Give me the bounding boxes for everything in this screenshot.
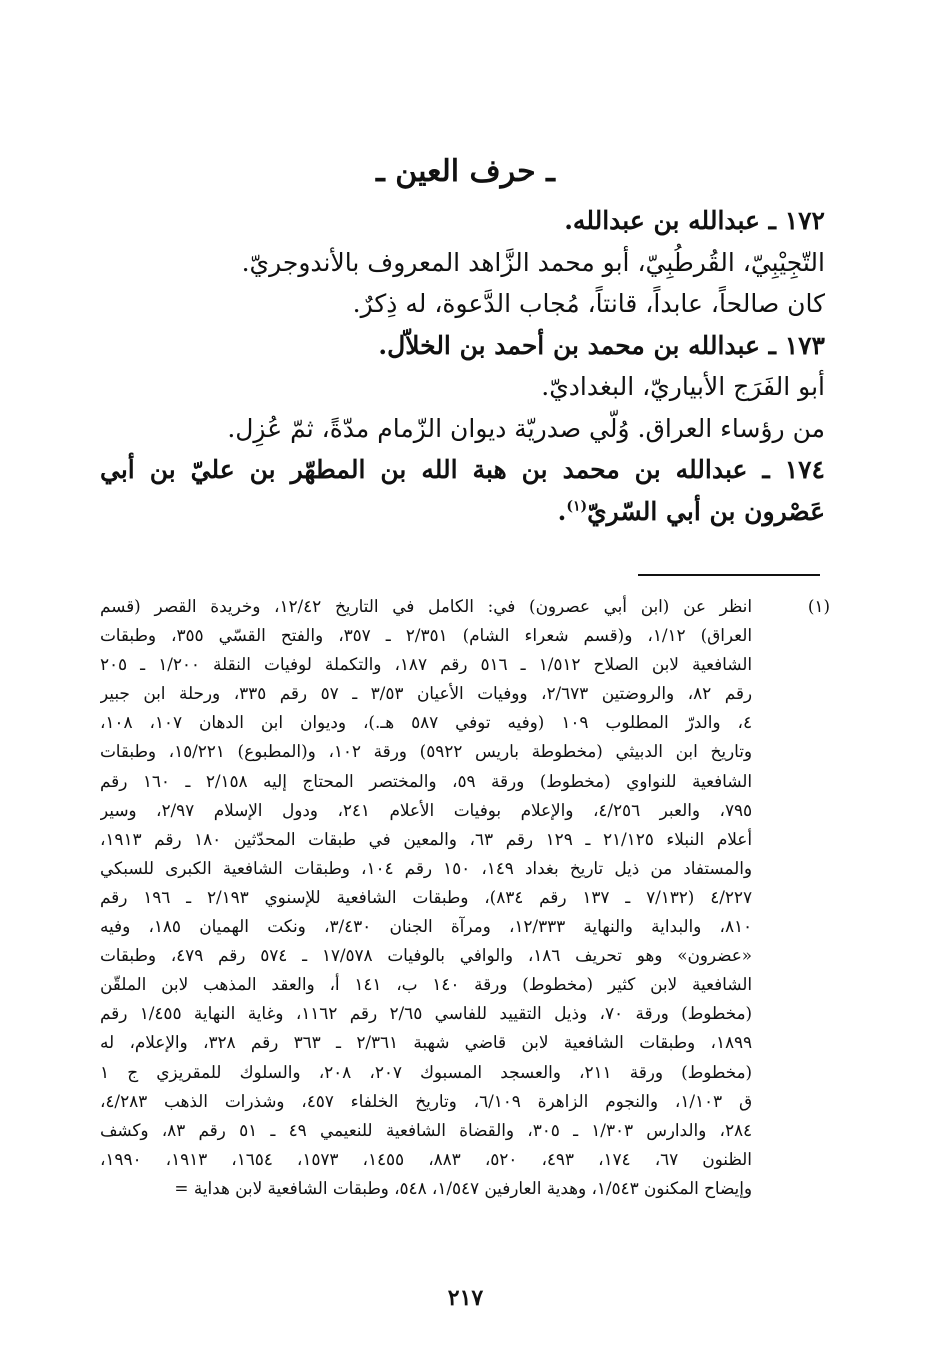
footnote-line: ٨١٠، والبداية والنهاية ١٢/٣٣٣، ومرآة الجنان ٣/٤٣٠، ونكت الهميان ١٨٥، وفيه <box>100 916 752 937</box>
entry-174-title-text: عَصْرون بن أبي السّريّ <box>587 496 825 526</box>
footnote-line: الشافعية للنواوي (مخطوط) ورقة ٥٩، والمختصر المحتاج إليه ٢/١٥٨ ـ ١٦٠ رقم <box>100 770 752 791</box>
footnote-line: ٧٩٥، والعبر ٤/٢٥٦، والإعلام بوفيات الأعلام ٢٤١، ودول الإسلام ٢/٩٧، وسير <box>100 799 752 820</box>
footnote-line: وإيضاح المكنون ١/٥٤٣، وهدية العارفين ١/٥٤٧، ٥٤٨، وطبقات الشافعية لابن هداية = <box>174 1177 752 1198</box>
entry-172-line-2: كان صالحاً، عابداً، قانتاً، مُجاب الدَّعوة، له ذِكرٌ. <box>352 289 825 318</box>
entry-173-line-1: أبو الفَرَج الأبياريّ، البغداديّ. <box>541 372 825 401</box>
footnote-line: ٤/٢٢٧ (٧/١٣٢ ـ ١٣٧ رقم ٨٣٤)، وطبقات الشافعية للإسنوي ٢/١٩٣ ـ ١٩٦ رقم <box>100 886 752 907</box>
footnote-body <box>100 592 752 1203</box>
footnote-line: ٤، والدرّ المطلوب ١٠٩ (وفيه توفي ٥٨٧ هـ.)، وديوان ابن الدهان ١٠٧، ١٠٨، <box>100 712 752 733</box>
entry-174-title-end: . <box>557 496 567 526</box>
entry-174-title-line-1: ١٧٤ ـ عبدالله بن محمد بن هبة الله بن المطهّر بن عليّ بن أبي <box>100 455 825 484</box>
entry-174-title-line-2 <box>100 491 825 533</box>
footnote-separator <box>638 574 820 576</box>
footnote-line: أعلام النبلاء ٢١/١٢٥ ـ ١٢٩ رقم ٦٣، والمعين في طبقات المحدّثين ١٨٠ رقم ١٩١٣، <box>100 828 752 849</box>
main-text <box>100 200 825 532</box>
footnote-line: الشافعية لابن الصلاح ١/٥١٢ ـ ٥١٦ رقم ١٨٧، والتكملة لوفيات النقلة ١/٢٠٠ ـ ٢٠٥ <box>100 654 752 675</box>
footnote-line: والمستفاد من ذيل تاريخ بغداد ١٤٩، ١٥٠ رقم ١٠٤، وطبقات الشافعية الكبرى للسبكي <box>100 857 752 878</box>
footnote-line: رقم ٨٢، والروضتين ٢/٦٧٣، ووفيات الأعيان ٣/٥٣ ـ ٥٧ رقم ٣٣٥، ورحلة ابن جبير <box>100 683 752 704</box>
section-heading: ـ حرف العين ـ <box>376 154 555 189</box>
footnote <box>100 592 830 1203</box>
footnote-line: وتاريخ ابن الدبيثي (مخطوطة باريس ٥٩٢٢) ورقة ١٠٢، و(المطبوع) ١٥/٢٢١، وطبقات <box>100 741 752 762</box>
footnote-line: الظنون ٦٧، ١٧٤، ٤٩٣، ٥٢٠، ٨٨٣، ١٤٥٥، ١٥٧٣، ١٦٥٤، ١٩١٣، ١٩٩٠، <box>100 1148 752 1169</box>
footnote-line: ١٨٩٩، وطبقات الشافعية لابن قاضي شهبة ٢/٣٦١ ـ ٣٦٣ رقم ٣٢٨، والإعلام، له <box>100 1032 752 1053</box>
entry-172-line-1: التّجِيْبِيّ، القُرطُبِيّ، أبو محمد الزَّاهد المعروف بالأندوجريّ. <box>241 247 825 277</box>
footnote-line: «عضرون» وهو تحريف ١٨٦، والوافي بالوفيات ١٧/٥٧٨ ـ ٥٧٤ رقم ٤٧٩، وطبقات <box>100 945 752 966</box>
footnote-line: (مخطوط) ورقة ٢١١، والعسجد المسبوك ٢٠٧، ٢٠٨، والسلوك للمقريزي ج ١ <box>100 1061 752 1082</box>
footnote-line: انظر عن (ابن أبي عصرون) في: الكامل في التاريخ ١٢/٤٢، وخريدة القصر (قسم <box>100 596 752 616</box>
footnote-line: (مخطوط) ورقة ٧٠، وذيل التقييد للفاسي ٢/٦٥ رقم ١١٦٢، وغاية النهاية ١/٤٥٥ رقم <box>100 1003 752 1024</box>
footnote-line: العراق) ١/١٢، و(قسم شعراء الشام) ٢/٣٥١ ـ ٣٥٧، والفتح القسّي ٣٥٥، وطبقات <box>100 625 752 646</box>
footnote-line: ٢٨٤، والدارس ١/٣٠٣ ـ ٣٠٥، والقضاة الشافعية للنعيمي ٤٩ ـ ٥١ رقم ٨٣، وكشف <box>100 1119 752 1140</box>
entry-173-title: ١٧٣ ـ عبدالله بن محمد بن أحمد بن الخلاّل. <box>378 330 825 360</box>
footnote-line: ق ١/١٠٣، والنجوم الزاهرة ٦/١٠٩، وتاريخ الخلفاء ٤٥٧، وشذرات الذهب ٤/٢٨٣، <box>100 1090 752 1111</box>
entry-172-title: ١٧٢ ـ عبدالله بن عبدالله. <box>564 206 825 235</box>
page-number: ٢١٧ <box>447 1285 484 1311</box>
footnote-number: (١) <box>807 596 830 616</box>
entry-173-line-2: من رؤساء العراق. وُلّي صدريّة ديوان الزّمام مدّةً، ثمّ عُزِل. <box>227 413 825 443</box>
footnote-line: الشافعية لابن كثير (مخطوط) ورقة ١٤٠ ب، ١٤١ أ، والعقد المذهب لابن الملقّن <box>100 974 752 995</box>
footnote-reference: (١) <box>566 498 588 515</box>
